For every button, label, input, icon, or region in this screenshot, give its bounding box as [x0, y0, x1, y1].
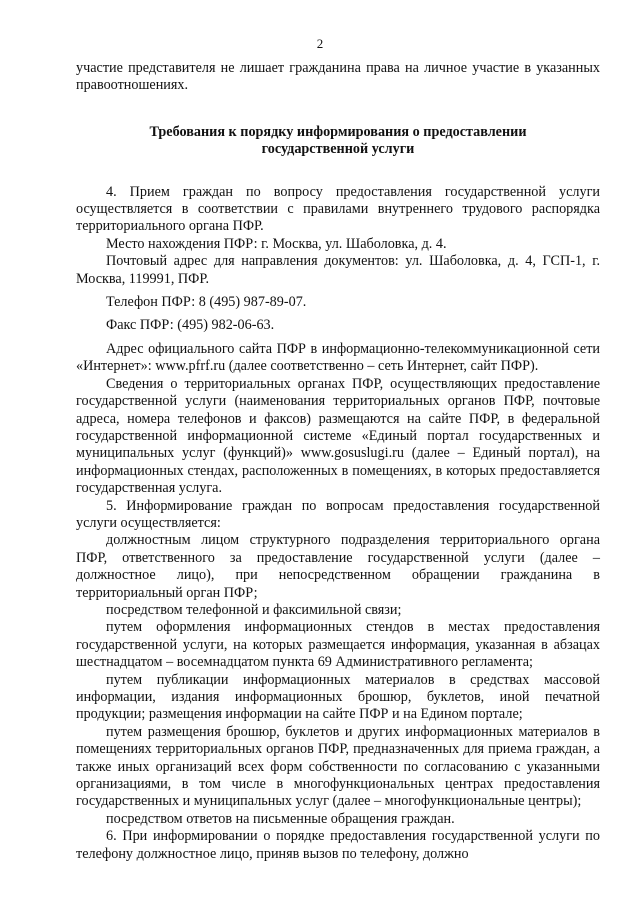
- inform-written: посредством ответов на письменные обращения граждан.: [106, 810, 455, 827]
- heading-line-2: государственной услуги: [261, 141, 415, 158]
- pfr-location: Место нахождения ПФР: г. Москва, ул. Шаболовка, д. 4.: [106, 235, 447, 252]
- inform-brochures: путем размещения брошюр, буклетов и других информационных материалов в помещениях территориальных органов ПФР, предназначенных для приема граждан, а также иных организаций всех форм собственности по согласованию с указанными организациями, в том числе в многофункциональных центрах предоставления государственных и муниципальных услуг (далее – многофункциональные центры);: [76, 723, 600, 810]
- paragraph-4: 4. Прием граждан по вопросу предоставления государственной услуги осуществляется в соответствии с правилами внутреннего трудового распорядка территориального органа ПФР.: [76, 183, 600, 235]
- section-heading: [76, 124, 600, 159]
- pfr-website: Адрес официального сайта ПФР в информационно-телекоммуникационной сети «Интернет»: www.pfrf.ru (далее соответственно – сеть Интернет, сайт ПФР).: [76, 340, 600, 375]
- inform-official: должностным лицом структурного подразделения территориального органа ПФР, ответственного за предоставление государственной услуги (далее – должностное лицо), при непосредственном обращении гражданина в территориальный орган ПФР;: [76, 532, 600, 601]
- inform-stands: путем оформления информационных стендов в местах предоставления государственной услуги, на которых размещается информация, указанная в абзацах шестнадцатом – восемнадцатом пункта 69 Административного регламента;: [76, 619, 600, 671]
- inform-phone-fax: посредством телефонной и факсимильной связи;: [106, 601, 402, 618]
- paragraph-6: 6. При информировании о порядке предоставления государственной услуги по телефону должностное лицо, приняв вызов по телефону, должно: [76, 828, 600, 862]
- pfr-fax: Факс ПФР: (495) 982-06-63.: [106, 317, 275, 334]
- intro-paragraph: участие представителя не лишает гражданина права на личное участие в указанных правоотношениях.: [76, 60, 600, 94]
- postal-address: Почтовый адрес для направления документов: ул. Шаболовка, д. 4, ГСП-1, г. Москва, 119991, ПФР.: [76, 253, 600, 287]
- page-number: 2: [316, 36, 324, 51]
- heading-line-1: Требования к порядку информирования о предоставлении: [149, 123, 527, 140]
- pfr-phone: Телефон ПФР: 8 (495) 987-89-07.: [106, 294, 307, 311]
- document-body: [76, 60, 600, 863]
- territorial-bodies-info: Сведения о территориальных органах ПФР, осуществляющих предоставление государственной услуги (наименования территориальных органов ПФР, почтовые адреса, номера телефонов и факсов) размещаются на сайте ПФР, в федеральной государственной информационной системе «Единый портал государственных и муниципальных услуг (функций)» www.gosuslugi.ru (далее – Единый портал), на информационных стендах, расположенных в помещениях, в которых предоставляется государственная услуга.: [76, 375, 600, 497]
- inform-publications: путем публикации информационных материалов в средствах массовой информации, издания информационных брошюр, буклетов, иной печатной продукции; размещения информации на сайте ПФР и на Едином портале;: [76, 671, 600, 723]
- paragraph-5: 5. Информирование граждан по вопросам предоставления государственной услуги осуществляется:: [76, 497, 600, 531]
